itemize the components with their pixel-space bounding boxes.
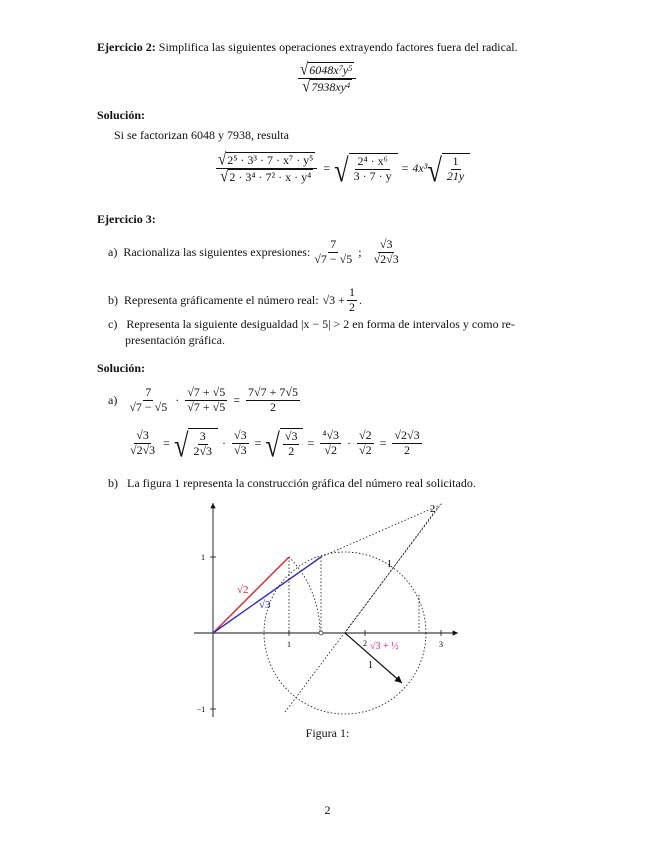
solution-2-a-line1: a) $\frac{7}{√7 - √5}$ · $\frac{√7 + √5}{√7 + √5}$ = $\frac{7√7 + 7√5}{2}$ (108, 385, 298, 414)
tick-x1: 1 (287, 640, 291, 649)
sol2-a2-den: √7 + √5 (187, 399, 226, 414)
sol1-left-den: 2 · 3⁴ · 7² · x · y⁴ (229, 169, 312, 184)
exercise-2-expression: √ $6048x^7y^5$ √ $7938xy^4$ (296, 62, 358, 95)
ex3-a-sep: ; (358, 244, 362, 259)
sol2-b-text: La figura 1 representa la construcción gráfica del número real solicitado. (127, 476, 476, 490)
sol2-e7-num: √2√3 (394, 428, 420, 442)
solution-2-b (108, 476, 476, 491)
ex3-b-end: . (358, 292, 362, 307)
label-sqrt3: √3 (259, 599, 271, 611)
sol2-a-label: a) (108, 392, 118, 407)
sol2-e3-num: √3 (234, 428, 247, 442)
tick-x2: 2 (363, 639, 367, 648)
sol2-e7-den: 2 (404, 442, 410, 457)
sol1-right-den: 21y (446, 168, 465, 183)
ex3-c-label: c) (108, 317, 118, 331)
sol2-e4-num: √3 (284, 429, 298, 443)
exercise-3-b (108, 286, 362, 315)
exercise-2-title: Ejercicio 2: (97, 40, 156, 54)
ex2-den-exp: 4 (345, 80, 351, 90)
solution-1-title: Solución: (97, 108, 146, 122)
ex2-num-exp1: 7 (338, 64, 343, 74)
ex3-a-f2-num: √3 (379, 237, 393, 251)
sqrt3-segment (213, 557, 321, 633)
exercise-3-c (108, 317, 515, 332)
label-sqrt2: √2 (237, 584, 249, 596)
ex3-b-expr: √3 + (322, 292, 345, 307)
label-two: 2 (430, 504, 435, 515)
solution-2-title: Solución: (97, 361, 146, 375)
ex3-c-line1: Representa la siguiente desigualdad |x − 5| > 2 en forma de intervalos y como re- (126, 317, 515, 331)
ex2-num: 6048x (309, 63, 339, 77)
ex2-num-exp2: 5 (348, 64, 353, 74)
label-one-lower: 1 (368, 660, 373, 671)
sol1-mid-den: 3 · 7 · y (353, 168, 392, 183)
sqrt2-segment (213, 557, 289, 633)
ex3-a-text: Racionaliza las siguientes expresiones: (123, 244, 311, 259)
sol2-a3-den: 2 (269, 399, 276, 414)
solution-1-equation: √ 2⁵ · 3³ · 7 · x⁷ · y⁵ √ 2 · 3⁴ · 7² · x · y⁴ = √ $\frac{\text{2⁴ · x⁶}}{3 \cdot 7 \cdot y}$ = 4x³ √ $\frac{1}{21y}$ (214, 152, 470, 185)
sol2-e6-den: √2 (359, 442, 372, 457)
sol2-e5-num: ⁴√3 (322, 428, 340, 442)
label-one-upper: 1 (387, 559, 392, 570)
sol2-a2-num: √7 + √5 (187, 385, 226, 399)
tick-x3: 3 (439, 640, 443, 649)
tick-y1: 1 (201, 553, 205, 562)
sol2-e4-den: 2 (288, 443, 295, 458)
exercise-3-a (108, 238, 403, 267)
ex3-b-text: Representa gráficamente el número real: (124, 292, 319, 307)
sol2-e5-den: √2 (324, 442, 337, 457)
sol2-e2-num: 3 (199, 429, 206, 443)
ex2-num-mid: y (342, 63, 349, 77)
ex3-b-label: b) (108, 292, 118, 307)
sol2-e6-num: √2 (359, 428, 372, 442)
sol2-a1-num: 7 (145, 385, 152, 399)
sol1-left-num: 2⁵ · 3³ · 7 · x⁷ · y⁵ (227, 153, 314, 167)
ex3-a-f1-den: √7 − √5 (314, 251, 353, 266)
exercise-3-title: Ejercicio 3: (97, 212, 156, 226)
sol1-mid-num: 2⁴ · x⁶ (357, 154, 388, 168)
solution-2-a-line2: $\frac{√3}{√2√3}$ = √ $\frac{3}{2√3}$ · $\frac{√3}{√3}$ = √ $\frac{√3}{2}$ = $\frac{\text{⁴√3}}{√2}$ · $\frac{√2}{√2}$ = $\frac{√2√3}{2}$ (130, 426, 420, 465)
ex3-a-f1-num: 7 (330, 237, 337, 251)
label-result: √3 + ½ (370, 641, 399, 652)
sol2-e1-num: √3 (136, 428, 149, 442)
exercise-2-text: Simplifica las siguientes operaciones extrayendo factores fuera del radical. (158, 40, 518, 54)
sol2-b-label: b) (108, 476, 118, 490)
sol2-e3-den: √3 (234, 442, 247, 457)
ex3-c-line2: presentación gráfica. (125, 333, 225, 347)
figure-caption: Figura 1: (305, 726, 350, 740)
ex3-b-half-num: 1 (348, 285, 355, 299)
solution-1-intro: Si se factorizan 6048 y 7938, resulta (114, 128, 289, 142)
sol1-coef: 4x³ (412, 160, 428, 175)
ex2-den: 7938xy (311, 79, 346, 94)
exercise-2-statement (97, 40, 518, 55)
page-number: 2 (324, 803, 331, 817)
sol2-e1-den: √2√3 (130, 442, 156, 457)
sol2-a1-den: √7 − √5 (129, 399, 168, 414)
sol2-a3-num: 7√7 + 7√5 (248, 385, 298, 399)
tick-ym1: −1 (196, 705, 206, 714)
ex3-a-label: a) (108, 244, 118, 259)
sol1-right-num: 1 (452, 154, 459, 168)
ex3-a-f2-den: √2√3 (373, 251, 399, 266)
ex3-b-half-den: 2 (348, 299, 355, 314)
sol2-e2-den: 2√3 (193, 443, 213, 458)
figure-1-diagram (190, 495, 470, 720)
